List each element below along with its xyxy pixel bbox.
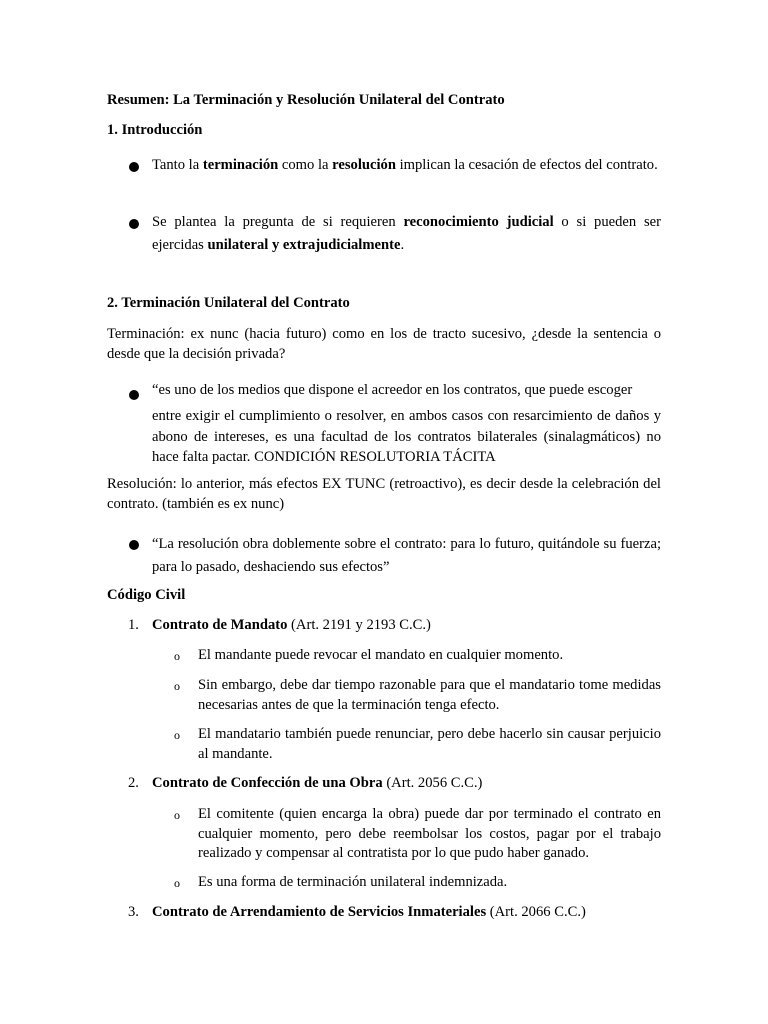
intro-bullet-1 xyxy=(152,154,661,177)
list-number: 3. xyxy=(128,904,139,920)
circle-bullet-icon: o xyxy=(174,649,180,663)
list-item-mandato xyxy=(152,617,431,634)
sub-item: El comitente (quien encarga la obra) puede dar por terminado el contrato en cualquier momento, pero debe reembolsar los costos, pagar por el trabajo realizado y compensar al contratista por lo que pudo haber ganado. xyxy=(198,806,661,861)
text: como la xyxy=(278,157,333,173)
text: o si pueden ser ejercidas xyxy=(152,214,661,253)
sub-item: Sin embargo, debe dar tiempo razonable para que el mandatario tome medidas necesarias antes de que la terminación tenga efecto. xyxy=(198,677,661,713)
bold-text: reconocimiento judicial xyxy=(403,214,554,230)
sub-item: El mandatario también puede renunciar, pero debe hacerlo sin causar perjuicio al mandante. xyxy=(198,726,661,762)
circle-bullet-icon: o xyxy=(174,876,180,890)
text: Tanto la xyxy=(152,157,203,173)
list-number: 2. xyxy=(128,775,139,791)
list-item-arrendamiento-servicios xyxy=(152,904,586,921)
bold-text: unilateral y extrajudicialmente xyxy=(207,237,401,253)
codigo-civil-heading: Código Civil xyxy=(107,587,186,603)
text: . xyxy=(400,237,405,253)
resolucion-paragraph: Resolución: lo anterior, más efectos EX TUNC (retroactivo), es decir desde la celebración del contrato. (también es ex nunc) xyxy=(107,476,661,512)
list-item-confeccion-obra xyxy=(152,775,482,792)
quote1-first-line: “es uno de los medios que dispone el acreedor en los contratos, que puede escoger xyxy=(152,382,633,398)
intro-bullet-2 xyxy=(152,211,661,257)
text: implican la cesación de efectos del contrato. xyxy=(395,157,658,173)
item-title: Contrato de Arrendamiento de Servicios Inmateriales xyxy=(152,904,487,920)
section2-heading: 2. Terminación Unilateral del Contrato xyxy=(107,295,350,311)
quote2: “La resolución obra doblemente sobre el contrato: para lo futuro, quitándole su fuerza; para lo pasado, deshaciendo sus efectos” xyxy=(152,536,661,575)
item-ref: (Art. 2056 C.C.) xyxy=(382,775,483,791)
item-title: Contrato de Mandato xyxy=(152,617,288,633)
bold-text: resolución xyxy=(332,157,396,173)
quote1-continuation: entre exigir el cumplimiento o resolver, en ambos casos con resarcimiento de daños y abono de intereses, es una facultad de los contratos bilaterales (sinalagmáticos) no hace falta pactar. CONDICIÓN RESOLUTORIA TÁCITA xyxy=(152,408,661,465)
circle-bullet-icon: o xyxy=(174,679,180,693)
sub-item: El mandante puede revocar el mandato en cualquier momento. xyxy=(198,647,564,663)
bold-text: terminación xyxy=(202,157,279,173)
bullet-icon xyxy=(129,219,139,229)
document-title: Resumen: La Terminación y Resolución Unilateral del Contrato xyxy=(107,92,505,108)
bullet-icon xyxy=(129,540,139,550)
circle-bullet-icon: o xyxy=(174,808,180,822)
item-ref: (Art. 2191 y 2193 C.C.) xyxy=(287,617,431,633)
sub-item: Es una forma de terminación unilateral indemnizada. xyxy=(198,874,508,890)
bullet-icon xyxy=(129,162,139,172)
intro-heading: 1. Introducción xyxy=(107,122,203,138)
list-number: 1. xyxy=(128,617,139,633)
bullet-icon xyxy=(129,390,139,400)
text: Se plantea la pregunta de si requieren xyxy=(152,214,404,230)
circle-bullet-icon: o xyxy=(174,728,180,742)
item-title: Contrato de Confección de una Obra xyxy=(152,775,383,791)
item-ref: (Art. 2066 C.C.) xyxy=(486,904,586,920)
terminacion-paragraph: Terminación: ex nunc (hacia futuro) como en los de tracto sucesivo, ¿desde la sentencia o desde que la decisión privada? xyxy=(107,326,661,362)
